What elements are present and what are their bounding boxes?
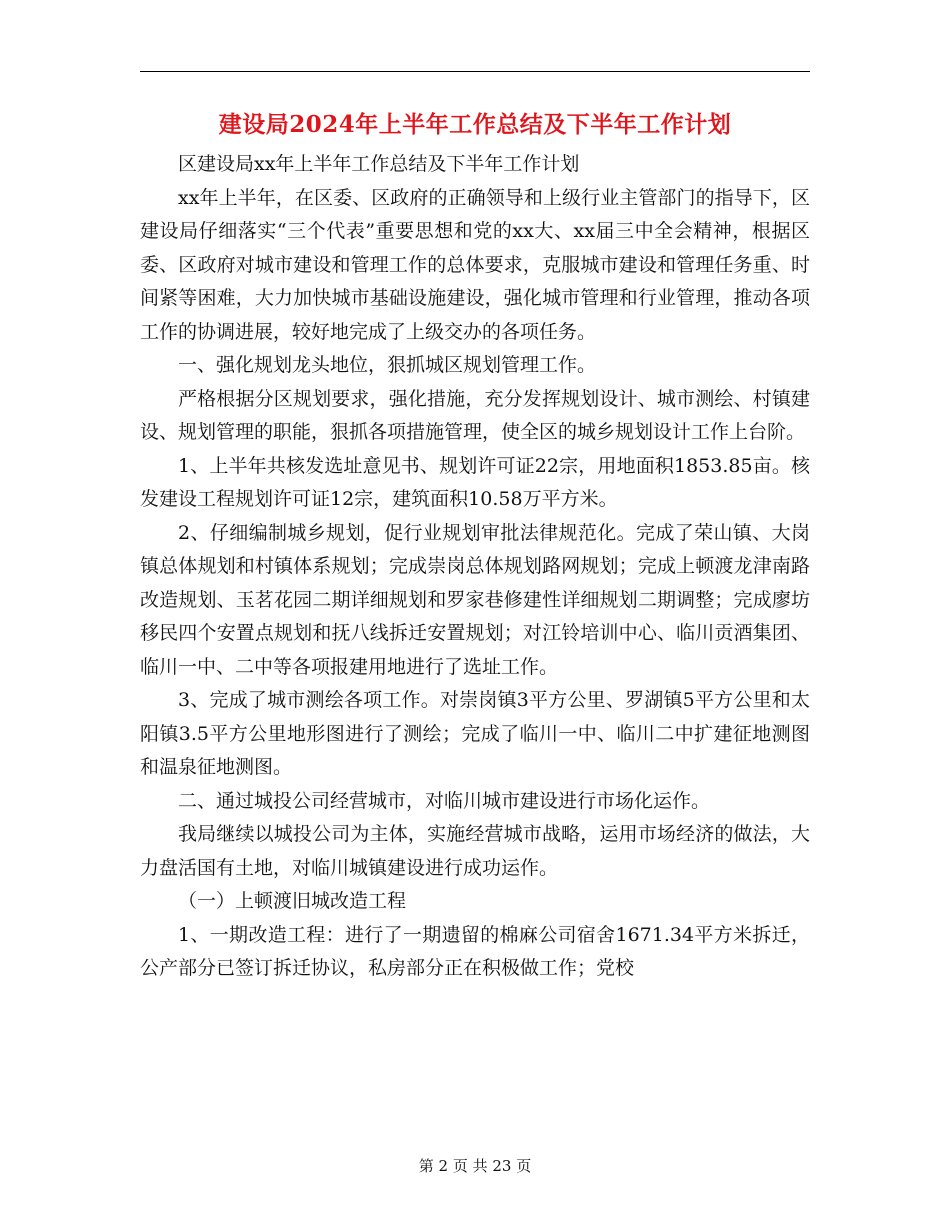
paragraph-subtitle: 区建设局xx年上半年工作总结及下半年工作计划	[178, 153, 580, 175]
paragraph: 我局继续以城投公司为主体，实施经营城市战略，运用市场经济的做法，大力盘活国有土地，对临川城镇建设进行成功运作。	[140, 823, 810, 879]
page-number: 第 2 页 共 23 页	[418, 1157, 532, 1175]
header-rule	[140, 71, 810, 72]
paragraph-item-1: 1、上半年共核发选址意见书、规划许可证22宗，用地面积1853.85亩。核发建设工程规划许可证12宗，建筑面积10.58万平方米。	[140, 454, 810, 510]
section-heading-1: 一、强化规划龙头地位，狠抓城区规划管理工作。	[178, 354, 597, 376]
section-heading-2: 二、通过城投公司经营城市，对临川城市建设进行市场化运作。	[178, 789, 711, 812]
document-body	[140, 148, 810, 986]
paragraph-item-1: 1、一期改造工程：进行了一期遗留的棉麻公司宿舍1671.34平方米拆迁，公产部分已签订拆迁协议，私房部分正在积极做工作；党校	[140, 923, 810, 979]
subsection-heading: （一）上顿渡旧城改造工程	[178, 890, 407, 912]
paragraph-item-2: 2、仔细编制城乡规划，促行业规划审批法律规范化。完成了荣山镇、大岗镇总体规划和村镇体系规划；完成崇岗总体规划路网规划；完成上顿渡龙津南路改造规划、玉茗花园二期详细规划和罗家巷修建性详细规划二期调整；完成廖坊移民四个安置点规划和抚八线拆迁安置规划；对江铃培训中心、临川贡酒集团、临川一中、二中等各项报建用地进行了选址工作。	[140, 521, 810, 678]
paragraph-item-3: 3、完成了城市测绘各项工作。对崇岗镇3平方公里、罗湖镇5平方公里和太阳镇3.5平方公里地形图进行了测绘；完成了临川一中、临川二中扩建征地测图和温泉征地测图。	[140, 689, 810, 778]
document-title: 建设局2024年上半年工作总结及下半年工作计划	[218, 111, 732, 138]
paragraph: 严格根据分区规划要求，强化措施，充分发挥规划设计、城市测绘、村镇建设、规划管理的职能，狠抓各项措施管理，使全区的城乡规划设计工作上台阶。	[140, 387, 810, 443]
paragraph-intro: xx年上半年，在区委、区政府的正确领导和上级行业主管部门的指导下，区建设局仔细落实“三个代表”重要思想和党的xx大、xx届三中全会精神，根据区委、区政府对城市建设和管理工作的总体要求，克服城市建设和管理任务重、时间紧等困难，大力加快城市基础设施建设，强化城市管理和行业管理，推动各项工作的协调进展，较好地完成了上级交办的各项任务。	[140, 186, 810, 343]
